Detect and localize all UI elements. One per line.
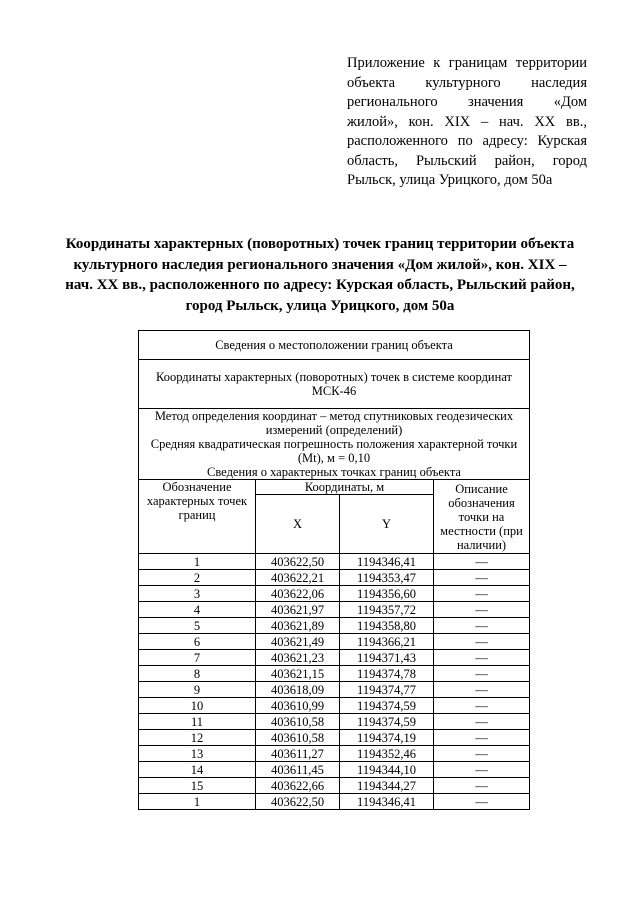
coordinate-system-header: Координаты характерных (поворотных) точек в системе координат МСК-46 bbox=[139, 360, 530, 409]
point-description: — bbox=[434, 762, 530, 778]
x-coordinate: 403622,50 bbox=[256, 554, 340, 570]
point-description: — bbox=[434, 794, 530, 810]
table-row bbox=[139, 794, 530, 810]
point-description: — bbox=[434, 666, 530, 682]
point-description: — bbox=[434, 554, 530, 570]
x-coordinate: 403621,15 bbox=[256, 666, 340, 682]
table-row bbox=[139, 586, 530, 602]
point-number: 13 bbox=[139, 746, 256, 762]
y-coordinate: 1194346,41 bbox=[340, 794, 434, 810]
point-description: — bbox=[434, 778, 530, 794]
point-number: 14 bbox=[139, 762, 256, 778]
point-description: — bbox=[434, 618, 530, 634]
y-coordinate: 1194344,10 bbox=[340, 762, 434, 778]
y-coordinate: 1194346,41 bbox=[340, 554, 434, 570]
x-coordinate: 403622,66 bbox=[256, 778, 340, 794]
y-coordinate: 1194356,60 bbox=[340, 586, 434, 602]
table-row bbox=[139, 714, 530, 730]
point-number: 12 bbox=[139, 730, 256, 746]
point-description: — bbox=[434, 730, 530, 746]
point-description: — bbox=[434, 650, 530, 666]
point-number: 5 bbox=[139, 618, 256, 634]
table-row bbox=[139, 602, 530, 618]
accuracy-text: Средняя квадратическая погрешность положения характерной точки (Mt), м = 0,10 bbox=[150, 437, 518, 465]
col-header-coordinates: Координаты, м bbox=[256, 480, 434, 495]
y-coordinate: 1194374,77 bbox=[340, 682, 434, 698]
point-number: 3 bbox=[139, 586, 256, 602]
point-number: 8 bbox=[139, 666, 256, 682]
y-coordinate: 1194374,59 bbox=[340, 698, 434, 714]
point-number: 10 bbox=[139, 698, 256, 714]
appendix-note: Приложение к границам территории объекта культурного наследия регионального значения «Дом жилой», кон. XIX – нач. XX вв., расположенного по адресу: Курская область, Рыльский район, город Рыльск, улица Урицкого, дом 50а bbox=[347, 55, 587, 188]
x-coordinate: 403610,99 bbox=[256, 698, 340, 714]
x-coordinate: 403622,06 bbox=[256, 586, 340, 602]
method-text: Метод определения координат – метод спутниковых геодезических измерений (определений) bbox=[154, 409, 514, 437]
table-row bbox=[139, 650, 530, 666]
point-number: 11 bbox=[139, 714, 256, 730]
y-coordinate: 1194358,80 bbox=[340, 618, 434, 634]
y-coordinate: 1194371,43 bbox=[340, 650, 434, 666]
section-location-header: Сведения о местоположении границ объекта bbox=[139, 331, 530, 360]
y-coordinate: 1194374,19 bbox=[340, 730, 434, 746]
table-row bbox=[139, 634, 530, 650]
method-info-cell bbox=[139, 409, 530, 480]
x-coordinate: 403621,49 bbox=[256, 634, 340, 650]
table-row bbox=[139, 730, 530, 746]
table-row bbox=[139, 570, 530, 586]
x-coordinate: 403610,58 bbox=[256, 714, 340, 730]
table-row bbox=[139, 698, 530, 714]
y-coordinate: 1194353,47 bbox=[340, 570, 434, 586]
point-description: — bbox=[434, 698, 530, 714]
point-number: 2 bbox=[139, 570, 256, 586]
x-coordinate: 403621,23 bbox=[256, 650, 340, 666]
x-coordinate: 403610,58 bbox=[256, 730, 340, 746]
point-number: 7 bbox=[139, 650, 256, 666]
x-coordinate: 403621,97 bbox=[256, 602, 340, 618]
x-coordinate: 403611,27 bbox=[256, 746, 340, 762]
x-coordinate: 403622,50 bbox=[256, 794, 340, 810]
x-coordinate: 403618,09 bbox=[256, 682, 340, 698]
coordinates-table bbox=[138, 330, 530, 810]
y-coordinate: 1194352,46 bbox=[340, 746, 434, 762]
point-number: 9 bbox=[139, 682, 256, 698]
point-description: — bbox=[434, 746, 530, 762]
col-header-x: X bbox=[256, 495, 340, 554]
col-header-description: Описание обозначения точки на местности (при наличии) bbox=[434, 480, 530, 554]
y-coordinate: 1194344,27 bbox=[340, 778, 434, 794]
point-description: — bbox=[434, 682, 530, 698]
x-coordinate: 403622,21 bbox=[256, 570, 340, 586]
point-description: — bbox=[434, 602, 530, 618]
y-coordinate: 1194374,59 bbox=[340, 714, 434, 730]
col-header-designation: Обозначение характерных точек границ bbox=[139, 480, 256, 554]
point-number: 1 bbox=[139, 554, 256, 570]
table-row bbox=[139, 554, 530, 570]
section-points-text: Сведения о характерных точках границ объекта bbox=[207, 465, 461, 479]
point-number: 15 bbox=[139, 778, 256, 794]
col-header-y: Y bbox=[340, 495, 434, 554]
point-number: 1 bbox=[139, 794, 256, 810]
y-coordinate: 1194366,21 bbox=[340, 634, 434, 650]
point-description: — bbox=[434, 714, 530, 730]
y-coordinate: 1194357,72 bbox=[340, 602, 434, 618]
x-coordinate: 403611,45 bbox=[256, 762, 340, 778]
y-coordinate: 1194374,78 bbox=[340, 666, 434, 682]
point-number: 4 bbox=[139, 602, 256, 618]
table-row bbox=[139, 778, 530, 794]
x-coordinate: 403621,89 bbox=[256, 618, 340, 634]
table-row bbox=[139, 762, 530, 778]
document-title: Координаты характерных (поворотных) точек границ территории объекта культурного наследия регионального значения «Дом жилой», кон. XIX – нач. XX вв., расположенного по адресу: Курская область, Рыльский район, город Рыльск, улица Урицкого, дом 50а bbox=[65, 236, 575, 314]
table-row bbox=[139, 618, 530, 634]
table-row bbox=[139, 666, 530, 682]
table-row bbox=[139, 682, 530, 698]
table-row bbox=[139, 746, 530, 762]
point-description: — bbox=[434, 570, 530, 586]
point-description: — bbox=[434, 634, 530, 650]
point-description: — bbox=[434, 586, 530, 602]
point-number: 6 bbox=[139, 634, 256, 650]
